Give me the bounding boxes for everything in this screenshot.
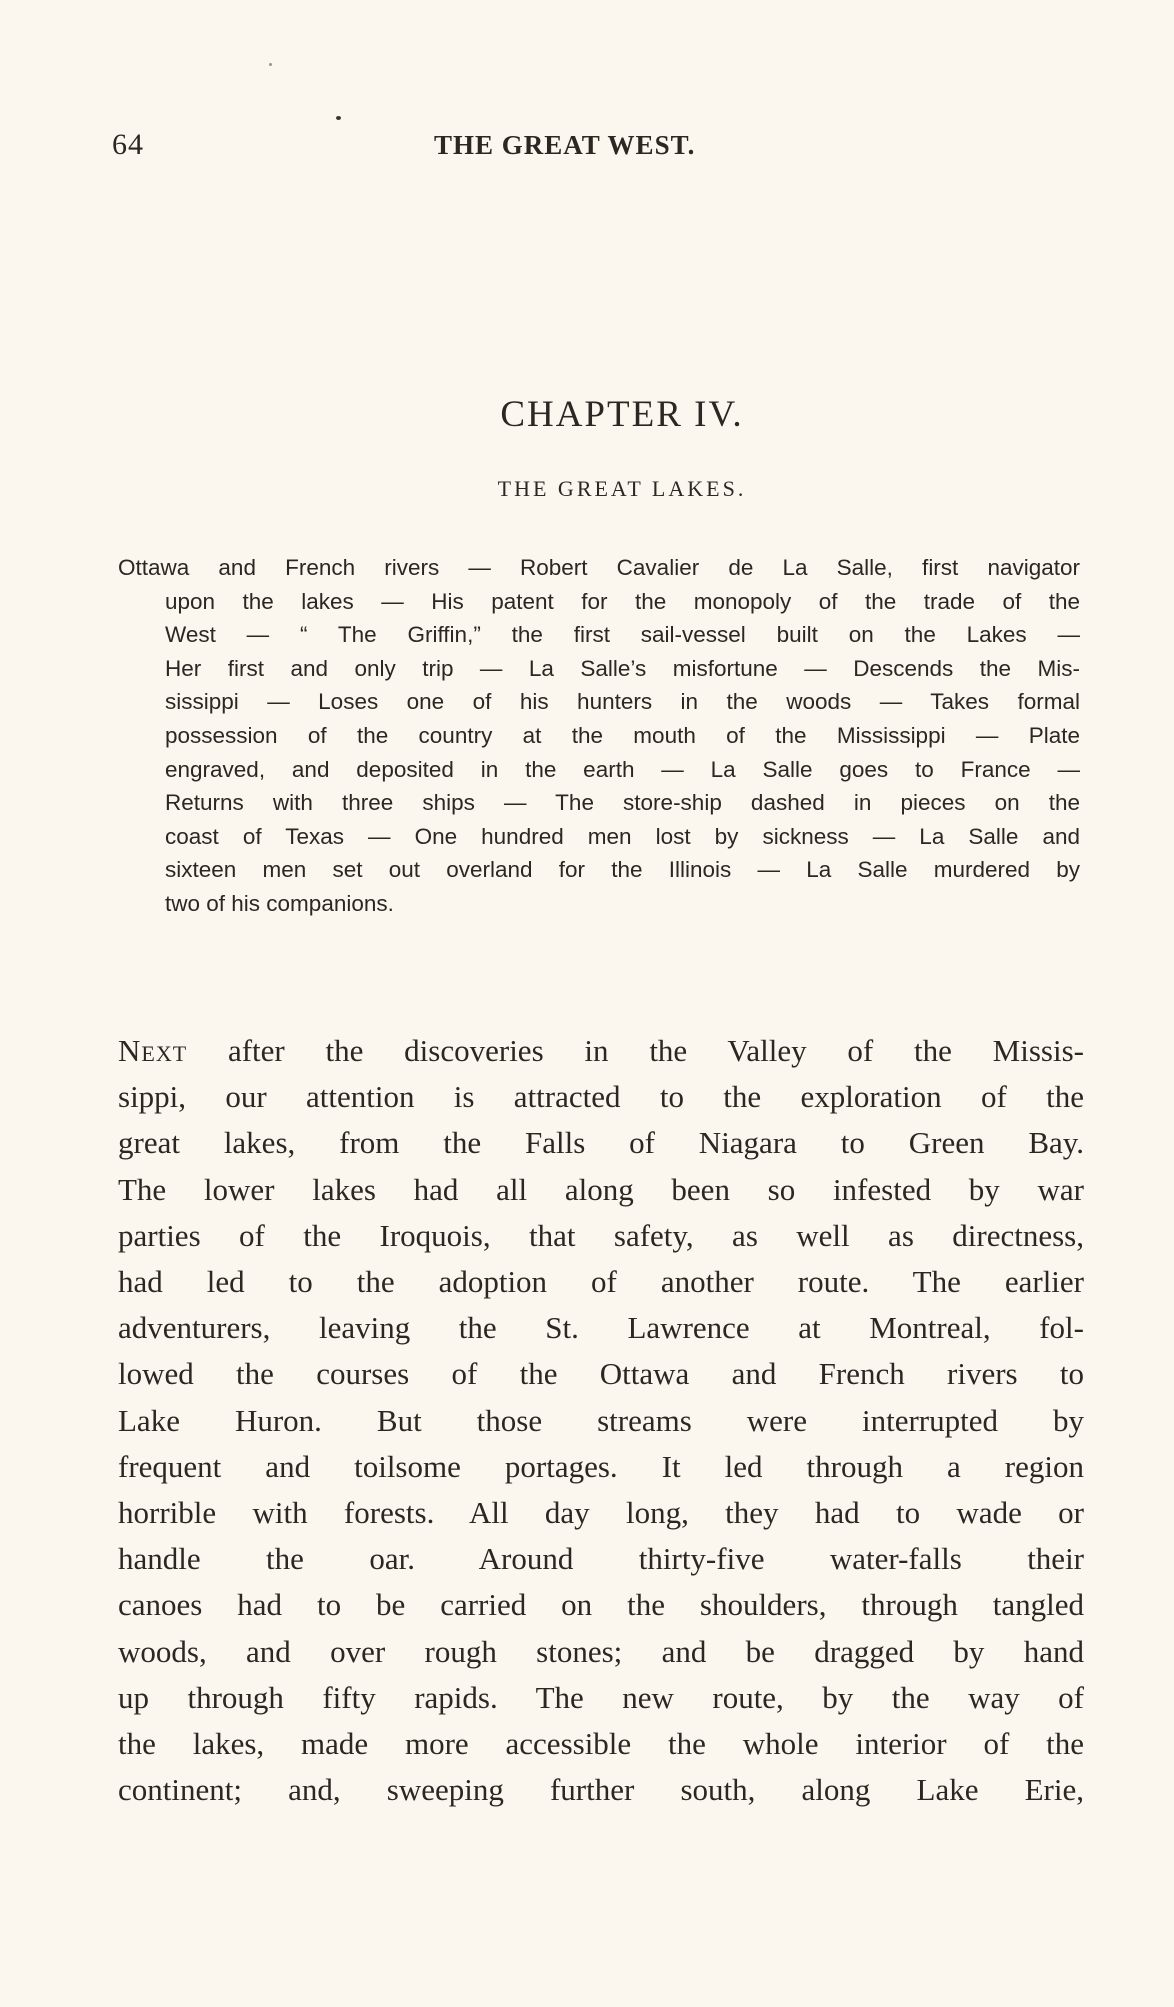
body-line: had led to the adoption of another route. The earlier bbox=[118, 1264, 1084, 1300]
ink-speck bbox=[336, 116, 341, 120]
body-line: the lakes, made more accessible the whole interior of the bbox=[118, 1726, 1084, 1762]
drop-word: Next bbox=[118, 1033, 188, 1068]
chapter-title: CHAPTER IV. bbox=[500, 394, 744, 435]
body-line: horrible with forests. All day long, they had to wade or bbox=[118, 1495, 1084, 1531]
summary-line: upon the lakes — His patent for the monopoly of the trade of the bbox=[165, 588, 1080, 614]
summary-line: two of his companions. bbox=[165, 890, 394, 916]
body-line: sippi, our attention is attracted to the exploration of the bbox=[118, 1079, 1084, 1115]
summary-line: engraved, and deposited in the earth — La Salle goes to France — bbox=[165, 756, 1080, 782]
summary-line: West — “ The Griffin,” the first sail-vessel built on the Lakes — bbox=[165, 622, 1080, 648]
chapter-summary bbox=[118, 551, 1080, 921]
body-line: great lakes, from the Falls of Niagara to Green Bay. bbox=[118, 1125, 1084, 1161]
summary-line: sixteen men set out overland for the Illinois — La Salle murdered by bbox=[165, 857, 1080, 883]
body-line: The lower lakes had all along been so infested by war bbox=[118, 1171, 1084, 1207]
running-title: THE GREAT WEST. bbox=[434, 130, 696, 160]
running-head bbox=[112, 128, 1072, 168]
body-paragraph bbox=[118, 1028, 1084, 1813]
body-line: Lake Huron. But those streams were interrupted by bbox=[118, 1402, 1084, 1438]
chapter-subtitle: THE GREAT LAKES. bbox=[497, 476, 747, 501]
body-line: handle the oar. Around thirty-five water-falls their bbox=[118, 1541, 1084, 1577]
ink-speck bbox=[269, 63, 272, 66]
body-line: woods, and over rough stones; and be dragged by hand bbox=[118, 1633, 1084, 1669]
summary-line: possession of the country at the mouth of the Mississippi — Plate bbox=[165, 722, 1080, 748]
body-line bbox=[118, 1028, 1084, 1074]
summary-line: coast of Texas — One hundred men lost by sickness — La Salle and bbox=[165, 823, 1080, 849]
body-line: frequent and toilsome portages. It led through a region bbox=[118, 1448, 1084, 1484]
body-line-text: after the discoveries in the Valley of the Missis- bbox=[187, 1033, 1084, 1068]
body-line: continent; and, sweeping further south, along Lake Erie, bbox=[118, 1772, 1084, 1808]
body-line: canoes had to be carried on the shoulders, through tangled bbox=[118, 1587, 1084, 1623]
summary-line: Her first and only trip — La Salle’s misfortune — Descends the Mis- bbox=[165, 655, 1080, 681]
body-line: parties of the Iroquois, that safety, as well as directness, bbox=[118, 1217, 1084, 1253]
body-line: up through fifty rapids. The new route, by the way of bbox=[118, 1679, 1084, 1715]
body-line: lowed the courses of the Ottawa and French rivers to bbox=[118, 1356, 1084, 1392]
summary-line: Returns with three ships — The store-ship dashed in pieces on the bbox=[165, 790, 1080, 816]
summary-line: Ottawa and French rivers — Robert Cavalier de La Salle, first navigator bbox=[118, 555, 1080, 580]
page-number: 64 bbox=[112, 128, 144, 161]
body-line: adventurers, leaving the St. Lawrence at Montreal, fol- bbox=[118, 1310, 1084, 1346]
summary-line: sissippi — Loses one of his hunters in the woods — Takes formal bbox=[165, 689, 1080, 715]
